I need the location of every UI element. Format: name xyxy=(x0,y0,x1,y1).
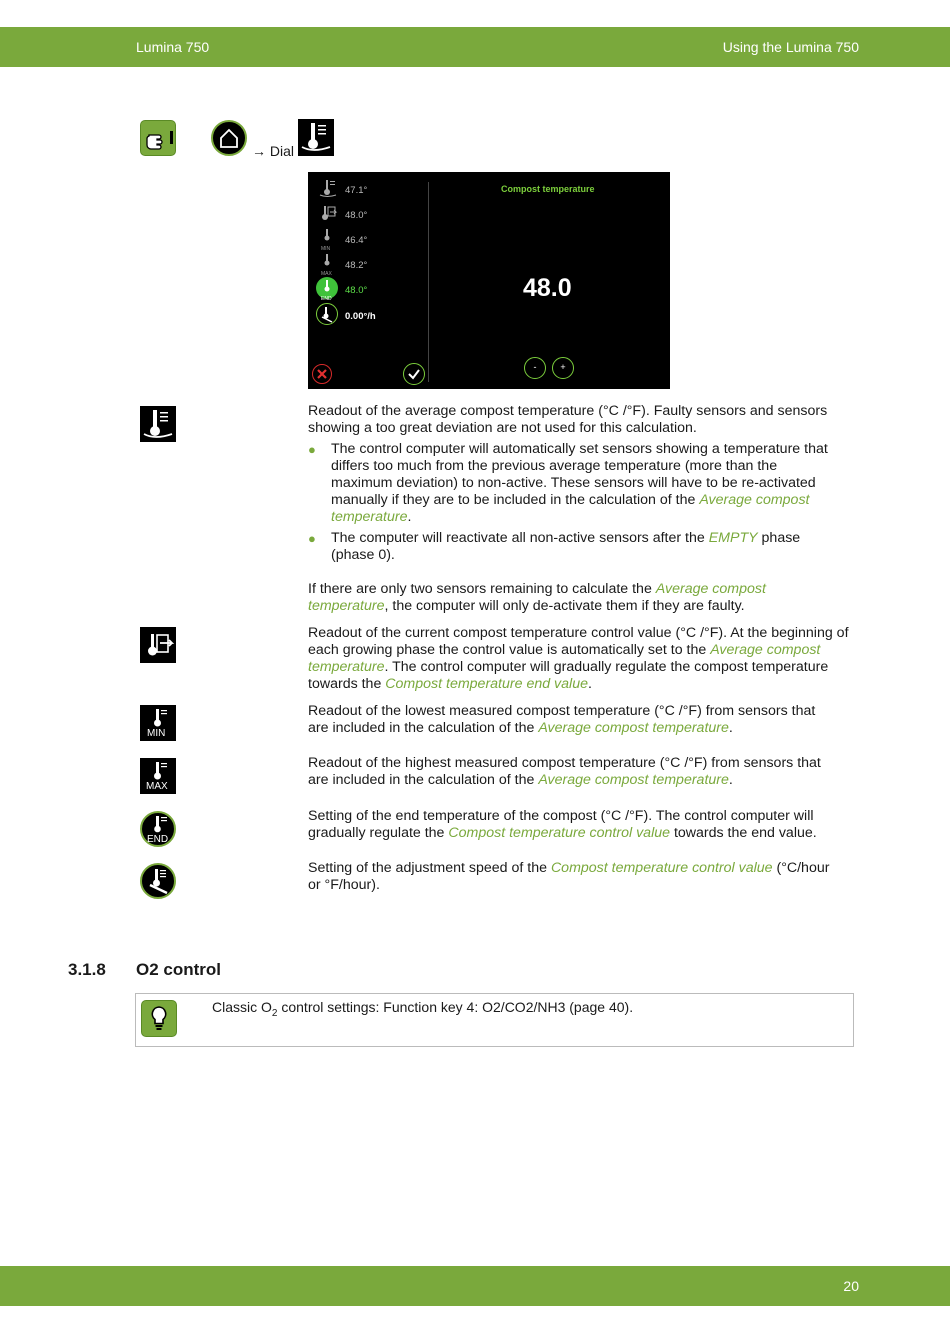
control-value-icon xyxy=(318,203,338,223)
screen-value-min: 46.4° xyxy=(345,235,368,246)
header-chapter-title: Using the Lumina 750 xyxy=(722,39,859,55)
section-number: 3.1.8 xyxy=(68,960,106,979)
max-icon-label: MAX xyxy=(146,781,168,792)
link-average-compost-temperature[interactable]: Average compost temperature xyxy=(308,642,821,675)
min-end: . xyxy=(728,720,733,736)
tip-subscript: 2 xyxy=(271,1007,278,1019)
link-average-compost-temperature[interactable]: Average compost temperature xyxy=(308,581,766,614)
screen-row-control[interactable] xyxy=(316,203,416,223)
average-temperature-icon xyxy=(140,406,176,442)
control-value-icon-large xyxy=(140,627,176,663)
speed-description xyxy=(308,860,843,894)
screen-row-min[interactable] xyxy=(316,228,416,252)
page-footer xyxy=(0,1266,950,1306)
dial-arrow-text: → Dial xyxy=(252,143,295,159)
screen-value-control: 48.0° xyxy=(345,210,368,221)
bullet-dot: ● xyxy=(308,442,316,457)
link-compost-temperature-control-value[interactable]: Compost temperature control value xyxy=(550,860,773,876)
end-icon-label: END xyxy=(147,834,169,845)
max-end: . xyxy=(728,772,733,788)
screen-value-average: 47.1° xyxy=(345,185,368,196)
screen-value-max: 48.2° xyxy=(345,260,368,271)
max-temp-description xyxy=(308,755,838,789)
control-mid: . The control computer will gradually regulate the compost temperature towards the xyxy=(308,659,829,692)
end-temp-description xyxy=(308,808,838,842)
min-temp-description xyxy=(308,703,838,737)
avg-temp-note xyxy=(308,581,808,615)
home-icon xyxy=(211,120,247,156)
cancel-x-icon xyxy=(313,365,331,383)
hand-pointer-icon xyxy=(140,120,176,156)
control-value-description xyxy=(308,625,853,693)
bullet-2-text: The computer will reactivate all non-active sensors after the xyxy=(331,530,709,546)
bullet-2-end: phase (phase 0). xyxy=(331,530,801,563)
control-text: Readout of the current compost temperature control value (°C /°F). At the beginning of each growing phase the control value is automatically set to the xyxy=(308,625,849,658)
min-text: Readout of the lowest measured compost temperature (°C /°F) from sensors that are included in the calculation of the xyxy=(308,703,816,736)
tip-text xyxy=(212,999,633,1022)
adjustment-speed-icon xyxy=(140,863,176,899)
speed-text: Setting of the adjustment speed of the xyxy=(308,860,551,876)
end-text: Setting of the end temperature of the compost (°C /°F). The control computer will gradually regulate the xyxy=(308,808,814,841)
checkmark-icon xyxy=(404,364,424,384)
tip-pre: Classic O xyxy=(212,999,272,1015)
screen-value-end: 48.0° xyxy=(345,285,368,296)
screen-plus-button[interactable]: + xyxy=(552,357,574,379)
min-temperature-icon xyxy=(140,705,176,741)
thermometer-icon xyxy=(318,178,338,198)
header-product-name: Lumina 750 xyxy=(136,39,210,55)
bullet-1-text: The control computer will automatically set sensors showing a temperature that differs too much from the previous average temperature (more than the maximum deviation) to non-active. These sensors will have to be re-activated manually if they are to be included in the calculation of the xyxy=(331,441,828,508)
controller-screen xyxy=(308,172,670,389)
speed-end: (°C/hour or °F/hour). xyxy=(308,860,830,893)
avg-temp-description: Readout of the average compost temperature (°C /°F). Faulty sensors and sensors showing a too great deviation are not used for this calculation. xyxy=(308,403,828,436)
max-text: Readout of the highest measured compost temperature (°C /°F) from sensors that are included in the calculation of the xyxy=(308,755,821,788)
avg-temp-bullet-1 xyxy=(308,441,828,526)
note-text: If there are only two sensors remaining to calculate the xyxy=(308,581,656,597)
screen-confirm-button[interactable] xyxy=(403,363,425,385)
max-temperature-icon xyxy=(140,758,176,794)
screen-cancel-button[interactable] xyxy=(312,364,332,384)
screen-value-speed: 0.00°/h xyxy=(345,311,376,322)
screen-row-speed[interactable] xyxy=(316,304,416,324)
link-empty-phase[interactable]: EMPTY xyxy=(708,530,758,546)
screen-minus-button[interactable]: - xyxy=(524,357,546,379)
lightbulb-icon xyxy=(141,1000,177,1037)
screen-title: Compost temperature xyxy=(501,184,595,194)
speed-icon xyxy=(316,303,338,325)
screen-big-value: 48.0 xyxy=(523,274,572,302)
page-number: 20 xyxy=(843,1278,859,1294)
screen-row-end[interactable] xyxy=(316,278,416,302)
tip-box xyxy=(135,993,854,1047)
note-end: , the computer will only de-activate them if they are faulty. xyxy=(384,598,745,614)
link-average-compost-temperature[interactable]: Average compost temperature xyxy=(331,492,810,525)
bullet-1-end: . xyxy=(407,509,412,525)
end-temperature-icon xyxy=(140,811,176,847)
link-compost-temperature-end-value[interactable]: Compost temperature end value xyxy=(385,676,588,692)
screen-end-label: END xyxy=(321,296,332,302)
compost-temperature-icon xyxy=(298,119,334,156)
section-title: O2 control xyxy=(136,960,222,979)
link-average-compost-temperature[interactable]: Average compost temperature xyxy=(538,772,729,788)
page-header xyxy=(0,27,950,67)
avg-temp-bullet-2 xyxy=(308,530,828,564)
screen-row-average[interactable] xyxy=(316,178,416,198)
end-end: towards the end value. xyxy=(670,825,817,841)
end-active-icon xyxy=(316,277,338,302)
control-end: . xyxy=(587,676,592,692)
screen-row-max[interactable] xyxy=(316,253,416,277)
screen-min-label: MIN xyxy=(321,246,331,252)
bullet-dot: ● xyxy=(308,531,316,546)
tip-post: control settings: Function key 4: O2/CO2/NH3 (page 40). xyxy=(277,999,634,1015)
link-compost-temperature-control-value[interactable]: Compost temperature control value xyxy=(448,825,670,841)
screen-max-label: MAX xyxy=(321,271,332,277)
screen-divider xyxy=(428,182,429,382)
min-icon-label: MIN xyxy=(147,728,166,739)
link-average-compost-temperature[interactable]: Average compost temperature xyxy=(538,720,729,736)
